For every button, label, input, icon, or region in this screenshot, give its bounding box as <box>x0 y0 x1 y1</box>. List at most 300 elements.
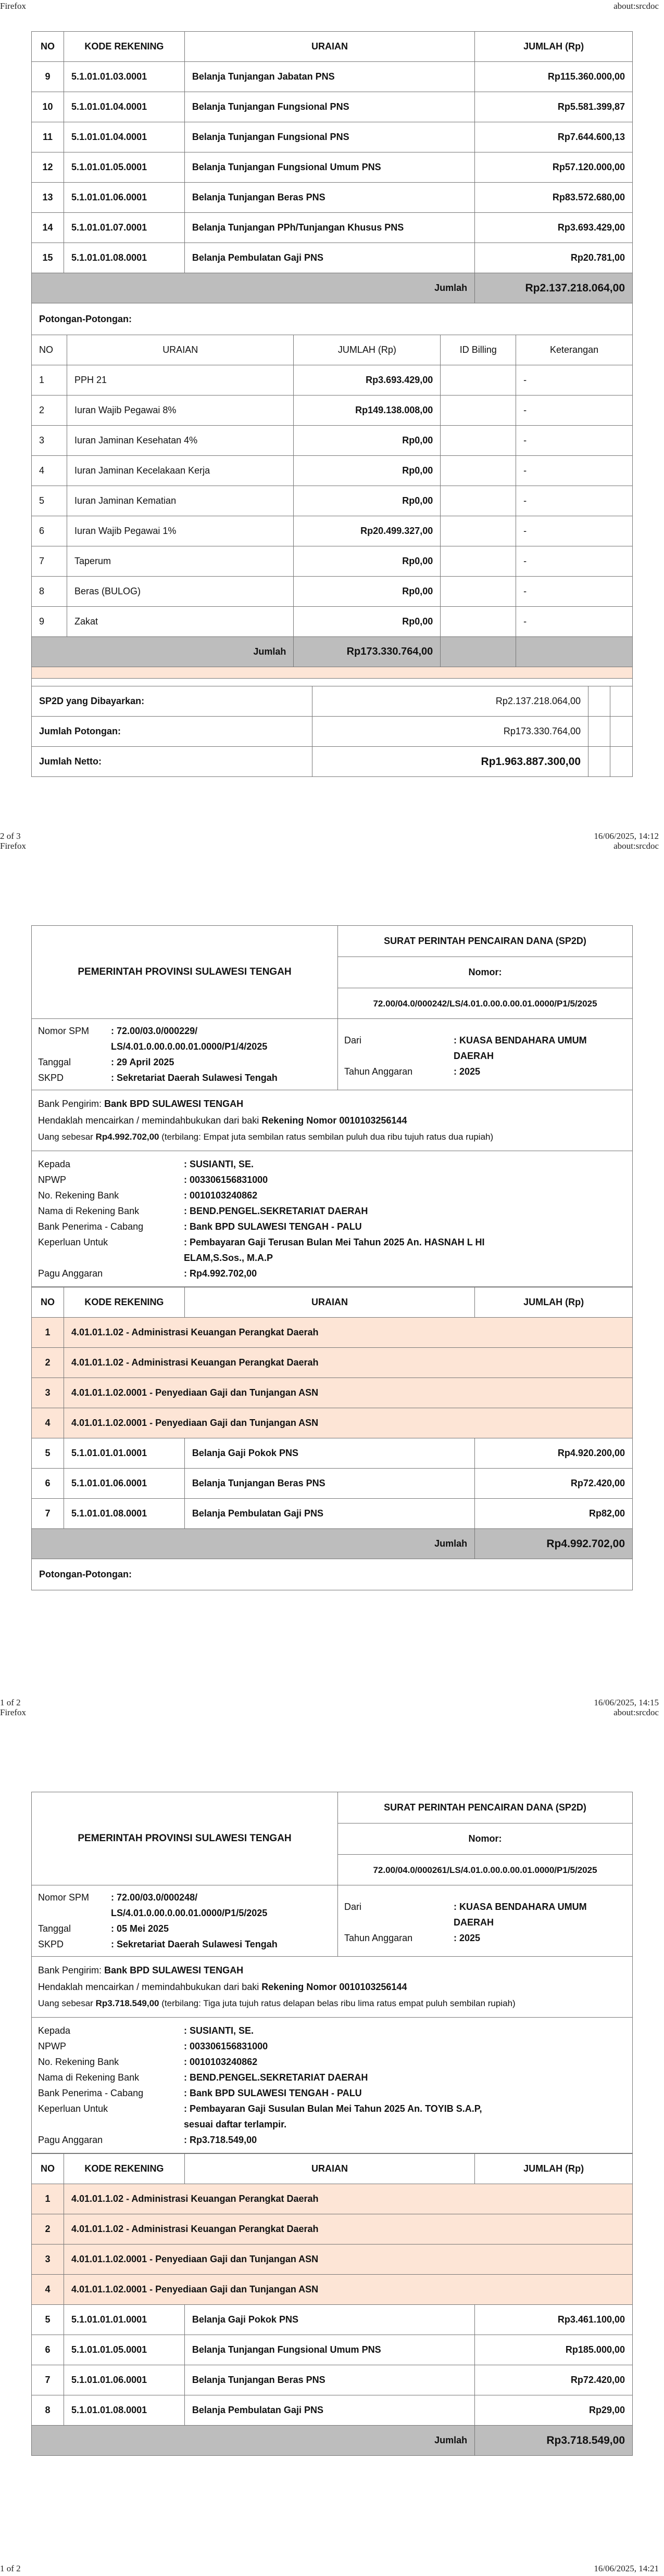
potongan-keterangan: - <box>516 426 633 456</box>
potongan-jumlah: Rp0,00 <box>294 426 441 456</box>
payee-row <box>38 2101 626 2116</box>
payee-row <box>38 1156 626 1172</box>
sp2d-header <box>31 1792 633 1885</box>
payee-block <box>31 1151 633 1287</box>
activity-group-row <box>32 2214 633 2245</box>
jumlah-row <box>32 2426 633 2456</box>
payee-key: Kepada <box>38 2025 71 2036</box>
group-no: 3 <box>32 1378 64 1408</box>
group-no: 2 <box>32 1348 64 1378</box>
row-jumlah: Rp185.000,00 <box>475 2335 633 2365</box>
ta-value: : 2025 <box>454 1066 481 1077</box>
summary-value: Rp2.137.218.064,00 <box>312 686 588 717</box>
row-no: 7 <box>32 1499 64 1529</box>
col-no: NO <box>32 32 64 62</box>
payee-key: Kepada <box>38 1159 71 1169</box>
nomor-label: Nomor: <box>338 957 632 988</box>
row-uraian: Belanja Tunjangan Beras PNS <box>184 183 474 213</box>
payee-value: : Pembayaran Gaji Susulan Bulan Mei Tahun 2025 An. TOYIB S.A.P, <box>184 2103 482 2114</box>
page-counter: 1 of 2 <box>0 1698 21 1707</box>
summary-table <box>31 686 633 777</box>
group-no: 4 <box>32 1408 64 1438</box>
ta-label: Tahun Anggaran <box>344 1066 413 1077</box>
dari-label: Dari <box>344 1902 362 1912</box>
table-row <box>32 183 633 213</box>
potongan-billing <box>441 516 516 546</box>
summary-blank <box>610 747 632 777</box>
table-row <box>32 1499 633 1529</box>
payee-row <box>38 2132 626 2148</box>
instruction-text: Hendaklah mencairkan / memindahbukukan dari baki <box>38 1982 259 1992</box>
row-jumlah: Rp83.572.680,00 <box>475 183 633 213</box>
col-no: NO <box>32 2154 64 2184</box>
row-no: 8 <box>32 2395 64 2426</box>
activity-group-row <box>32 1378 633 1408</box>
row-no: 12 <box>32 152 64 183</box>
group-no: 4 <box>32 2275 64 2305</box>
skpd-value: : Sekretariat Daerah Sulawesi Tengah <box>111 1073 278 1083</box>
group-text: 4.01.01.1.02 - Administrasi Keuangan Perangkat Daerah <box>64 2184 632 2214</box>
tanggal-label: Tanggal <box>38 1923 71 1934</box>
jumlah-label: Jumlah <box>32 2426 475 2456</box>
tanggal-value: : 29 April 2025 <box>111 1057 174 1067</box>
activity-group-row <box>32 1318 633 1348</box>
table-row <box>32 2335 633 2365</box>
potongan-col-uraian: URAIAN <box>67 335 293 365</box>
potongan-no: 8 <box>32 577 67 607</box>
table-row <box>32 62 633 92</box>
potongan-keterangan: - <box>516 607 633 637</box>
payee-row <box>38 2085 626 2101</box>
payee-value: : 0010103240862 <box>184 2057 258 2067</box>
tanggal-value: : 05 Mei 2025 <box>111 1923 169 1934</box>
payee-key: NPWP <box>38 2041 66 2051</box>
row-jumlah: Rp3.461.100,00 <box>475 2305 633 2335</box>
potongan-keterangan: - <box>516 577 633 607</box>
row-kode: 5.1.01.01.01.0001 <box>64 2305 184 2335</box>
activity-groups <box>32 1318 633 1438</box>
potongan-keterangan: - <box>516 546 633 577</box>
row-no: 6 <box>32 1469 64 1499</box>
rekening-rows <box>32 2305 633 2426</box>
col-kode: KODE REKENING <box>64 2154 184 2184</box>
group-no: 2 <box>32 2214 64 2245</box>
potongan-table <box>31 335 633 667</box>
spm-info <box>31 1019 633 1090</box>
spm-number: : 72.00/03.0/000229/ <box>111 1026 198 1036</box>
rekening-number: 0010103256144 <box>339 1115 407 1126</box>
row-no: 10 <box>32 92 64 122</box>
activity-group-row <box>32 1408 633 1438</box>
instruction-text: Hendaklah mencairkan / memindahbukukan dari baki <box>38 1115 259 1126</box>
row-jumlah: Rp72.420,00 <box>475 2365 633 2395</box>
row-jumlah: Rp20.781,00 <box>475 243 633 273</box>
bank-pengirim-label: Bank Pengirim: <box>38 1099 102 1109</box>
org-name: PEMERINTAH PROVINSI SULAWESI TENGAH <box>32 926 338 1018</box>
row-kode: 5.1.01.01.08.0001 <box>64 243 184 273</box>
bank-instruction <box>31 1090 633 1151</box>
row-uraian: Belanja Tunjangan PPh/Tunjangan Khusus PNS <box>184 213 474 243</box>
dari-label: Dari <box>344 1035 362 1045</box>
potongan-header-row <box>32 335 633 365</box>
payee-row <box>38 1234 626 1250</box>
payee-value: : Rp4.992.702,00 <box>184 1268 257 1279</box>
tanggal-label: Tanggal <box>38 1057 71 1067</box>
jumlah-row <box>32 273 633 303</box>
payee-row <box>38 2116 626 2132</box>
row-uraian: Belanja Pembulatan Gaji PNS <box>184 2395 474 2426</box>
potongan-col-keterangan: Keterangan <box>516 335 633 365</box>
doc-title: SURAT PERINTAH PENCAIRAN DANA (SP2D) <box>338 1792 632 1823</box>
payee-key: Nama di Rekening Bank <box>38 1206 140 1216</box>
potongan-no: 7 <box>32 546 67 577</box>
payee-row <box>38 1172 626 1188</box>
payee-key <box>38 1250 184 1266</box>
group-no: 3 <box>32 2245 64 2275</box>
sp2d-page <box>31 1792 633 2456</box>
payee-value: ELAM,S.Sos., M.A.P <box>184 1253 273 1263</box>
nomor-label: Nomor: <box>338 1823 632 1855</box>
col-uraian: URAIAN <box>184 1287 474 1318</box>
payee-key: Pagu Anggaran <box>38 1268 103 1279</box>
potongan-jumlah: Rp0,00 <box>294 456 441 486</box>
dari-value-cont: DAERAH <box>454 1051 494 1061</box>
potongan-uraian: Iuran Jaminan Kematian <box>67 486 293 516</box>
row-no: 5 <box>32 2305 64 2335</box>
payee-key: Pagu Anggaran <box>38 2135 103 2145</box>
payee-value: : Bank BPD SULAWESI TENGAH - PALU <box>184 2088 362 2098</box>
page-counter: 2 of 3 <box>0 831 21 841</box>
payee-value: : Pembayaran Gaji Terusan Bulan Mei Tahun 2025 An. HASNAH L HI <box>184 1237 485 1247</box>
jumlah-label: Jumlah <box>32 1529 475 1559</box>
ta-value: : 2025 <box>454 1933 481 1943</box>
payee-value: : SUSIANTI, SE. <box>184 2025 254 2036</box>
payee-row <box>38 1188 626 1203</box>
potongan-uraian: PPH 21 <box>67 365 293 396</box>
uang-label: Uang sebesar <box>38 1998 93 2008</box>
row-no: 11 <box>32 122 64 152</box>
skpd-value: : Sekretariat Daerah Sulawesi Tengah <box>111 1939 278 1949</box>
payee-value: : 003306156831000 <box>184 2041 268 2051</box>
browser-url: about:srcdoc <box>613 841 659 851</box>
payee-key: NPWP <box>38 1175 66 1185</box>
browser-url: about:srcdoc <box>613 1 659 11</box>
payee-key <box>38 2116 184 2132</box>
payee-value: : SUSIANTI, SE. <box>184 1159 254 1169</box>
ta-label: Tahun Anggaran <box>344 1933 413 1943</box>
browser-name: Firefox <box>0 1707 27 1717</box>
payee-key: No. Rekening Bank <box>38 1190 119 1201</box>
dari-value: : KUASA BENDAHARA UMUM <box>454 1035 587 1045</box>
potongan-no: 3 <box>32 426 67 456</box>
activity-group-row <box>32 2184 633 2214</box>
summary-row <box>32 717 633 747</box>
potongan-no: 6 <box>32 516 67 546</box>
row-kode: 5.1.01.01.04.0001 <box>64 122 184 152</box>
potongan-jumlah-row <box>32 637 633 667</box>
separator-band <box>31 667 633 679</box>
row-no: 7 <box>32 2365 64 2395</box>
row-uraian: Belanja Tunjangan Jabatan PNS <box>184 62 474 92</box>
row-kode: 5.1.01.01.06.0001 <box>64 1469 184 1499</box>
potongan-billing <box>441 365 516 396</box>
potongan-uraian: Beras (BULOG) <box>67 577 293 607</box>
bank-instruction <box>31 1957 633 2018</box>
summary-value: Rp1.963.887.300,00 <box>312 747 588 777</box>
payee-row <box>38 1219 626 1234</box>
activity-group-row <box>32 1348 633 1378</box>
payee-key: Bank Penerima - Cabang <box>38 2088 144 2098</box>
potongan-no: 5 <box>32 486 67 516</box>
potongan-billing <box>441 456 516 486</box>
rekening-label: Rekening Nomor <box>261 1115 337 1126</box>
potongan-jumlah: Rp0,00 <box>294 607 441 637</box>
group-no: 1 <box>32 2184 64 2214</box>
row-uraian: Belanja Tunjangan Fungsional PNS <box>184 122 474 152</box>
row-uraian: Belanja Gaji Pokok PNS <box>184 1438 474 1469</box>
row-no: 5 <box>32 1438 64 1469</box>
browser-url: about:srcdoc <box>613 1707 659 1717</box>
row-uraian: Belanja Pembulatan Gaji PNS <box>184 1499 474 1529</box>
col-kode: KODE REKENING <box>64 1287 184 1318</box>
row-jumlah: Rp5.581.399,87 <box>475 92 633 122</box>
uang-amount: Rp3.718.549,00 <box>95 1998 159 2008</box>
payee-value: : 0010103240862 <box>184 1190 258 1201</box>
row-uraian: Belanja Gaji Pokok PNS <box>184 2305 474 2335</box>
potongan-jumlah: Rp3.693.429,00 <box>294 365 441 396</box>
payee-key: Bank Penerima - Cabang <box>38 1221 144 1232</box>
potongan-keterangan: - <box>516 516 633 546</box>
payee-value: : BEND.PENGEL.SEKRETARIAT DAERAH <box>184 2072 368 2083</box>
sp2d-continuation-page <box>31 31 633 777</box>
row-kode: 5.1.01.01.05.0001 <box>64 2335 184 2365</box>
group-text: 4.01.01.1.02.0001 - Penyediaan Gaji dan Tunjangan ASN <box>64 1408 632 1438</box>
group-text: 4.01.01.1.02 - Administrasi Keuangan Perangkat Daerah <box>64 1348 632 1378</box>
payee-row <box>38 1203 626 1219</box>
col-uraian: URAIAN <box>184 32 474 62</box>
row-jumlah: Rp57.120.000,00 <box>475 152 633 183</box>
row-uraian: Belanja Tunjangan Fungsional PNS <box>184 92 474 122</box>
table-row <box>32 122 633 152</box>
sp2d-number: 72.00/04.0/000261/LS/4.01.0.00.0.00.01.0000/P1/5/2025 <box>373 1865 597 1875</box>
summary-label: SP2D yang Dibayarkan: <box>32 686 312 717</box>
payee-row <box>38 1250 626 1266</box>
bank-pengirim: Bank BPD SULAWESI TENGAH <box>104 1099 244 1109</box>
row-no: 13 <box>32 183 64 213</box>
col-jumlah: JUMLAH (Rp) <box>475 2154 633 2184</box>
potongan-row <box>32 456 633 486</box>
group-no: 1 <box>32 1318 64 1348</box>
summary-rows <box>32 686 633 777</box>
row-jumlah: Rp4.920.200,00 <box>475 1438 633 1469</box>
summary-row <box>32 686 633 717</box>
row-no: 6 <box>32 2335 64 2365</box>
potongan-billing <box>441 546 516 577</box>
terbilang: (terbilang: Empat juta sembilan ratus sembilan puluh dua ribu tujuh ratus dua rupiah) <box>161 1132 494 1142</box>
potongan-jumlah-label: Jumlah <box>32 637 294 667</box>
payee-value: : Rp3.718.549,00 <box>184 2135 257 2145</box>
print-timestamp: 16/06/2025, 14:12 <box>594 831 659 841</box>
table-row <box>32 2395 633 2426</box>
table-header-row <box>32 1287 633 1318</box>
payee-key: Keperluan Untuk <box>38 1237 108 1247</box>
summary-blank <box>610 686 632 717</box>
col-no: NO <box>32 1287 64 1318</box>
bank-pengirim-label: Bank Pengirim: <box>38 1965 102 1975</box>
sp2d-page <box>31 925 633 1590</box>
summary-value: Rp173.330.764,00 <box>312 717 588 747</box>
skpd-label: SKPD <box>38 1939 64 1949</box>
dari-value: : KUASA BENDAHARA UMUM <box>454 1902 587 1912</box>
potongan-jumlah: Rp149.138.008,00 <box>294 396 441 426</box>
uang-amount: Rp4.992.702,00 <box>95 1132 159 1142</box>
doc-title: SURAT PERINTAH PENCAIRAN DANA (SP2D) <box>338 926 632 957</box>
potongan-keterangan: - <box>516 456 633 486</box>
row-uraian: Belanja Tunjangan Beras PNS <box>184 1469 474 1499</box>
payee-row <box>38 1266 626 1281</box>
spm-number-cont: LS/4.01.0.00.0.00.01.0000/P1/4/2025 <box>111 1041 268 1052</box>
potongan-uraian: Iuran Jaminan Kecelakaan Kerja <box>67 456 293 486</box>
skpd-label: SKPD <box>38 1073 64 1083</box>
potongan-row <box>32 486 633 516</box>
rekening-table <box>31 1287 633 1559</box>
rekening-rows <box>32 1438 633 1529</box>
payee-value: sesuai daftar terlampir. <box>184 2119 287 2129</box>
potongan-keterangan: - <box>516 396 633 426</box>
print-timestamp: 16/06/2025, 14:21 <box>594 2564 659 2573</box>
row-kode: 5.1.01.01.05.0001 <box>64 152 184 183</box>
spm-number: : 72.00/03.0/000248/ <box>111 1892 198 1903</box>
potongan-row <box>32 577 633 607</box>
table-row <box>32 92 633 122</box>
row-jumlah: Rp3.693.429,00 <box>475 213 633 243</box>
spm-label: Nomor SPM <box>38 1026 90 1036</box>
payee-value: : 003306156831000 <box>184 1175 268 1185</box>
row-no: 14 <box>32 213 64 243</box>
row-jumlah: Rp7.644.600,13 <box>475 122 633 152</box>
potongan-col-jumlah: JUMLAH (Rp) <box>294 335 441 365</box>
activity-groups <box>32 2184 633 2305</box>
group-text: 4.01.01.1.02 - Administrasi Keuangan Perangkat Daerah <box>64 2214 632 2245</box>
potongan-uraian: Taperum <box>67 546 293 577</box>
row-kode: 5.1.01.01.07.0001 <box>64 213 184 243</box>
payee-block <box>31 2018 633 2153</box>
row-uraian: Belanja Tunjangan Beras PNS <box>184 2365 474 2395</box>
potongan-uraian: Iuran Wajib Pegawai 8% <box>67 396 293 426</box>
potongan-uraian: Iuran Wajib Pegawai 1% <box>67 516 293 546</box>
activity-group-row <box>32 2245 633 2275</box>
row-kode: 5.1.01.01.08.0001 <box>64 1499 184 1529</box>
row-kode: 5.1.01.01.06.0001 <box>64 2365 184 2395</box>
sp2d-number: 72.00/04.0/000242/LS/4.01.0.00.0.00.01.0000/P1/5/2025 <box>373 999 597 1009</box>
col-kode: KODE REKENING <box>64 32 184 62</box>
row-uraian: Belanja Tunjangan Fungsional Umum PNS <box>184 152 474 183</box>
table-header-row <box>32 2154 633 2184</box>
row-kode: 5.1.01.01.04.0001 <box>64 92 184 122</box>
potongan-jumlah: Rp0,00 <box>294 546 441 577</box>
row-jumlah: Rp82,00 <box>475 1499 633 1529</box>
table-header-row <box>32 32 633 62</box>
row-uraian: Belanja Pembulatan Gaji PNS <box>184 243 474 273</box>
spm-number-cont: LS/4.01.0.00.0.00.01.0000/P1/5/2025 <box>111 1908 268 1918</box>
potongan-col-billing: ID Billing <box>441 335 516 365</box>
rekening-rows <box>32 62 633 273</box>
payee-key: Nama di Rekening Bank <box>38 2072 140 2083</box>
summary-blank <box>588 747 610 777</box>
potongan-uraian: Iuran Jaminan Kesehatan 4% <box>67 426 293 456</box>
payee-row <box>38 2023 626 2038</box>
table-row <box>32 2365 633 2395</box>
group-text: 4.01.01.1.02.0001 - Penyediaan Gaji dan Tunjangan ASN <box>64 1378 632 1408</box>
col-uraian: URAIAN <box>184 2154 474 2184</box>
rekening-table <box>31 31 633 303</box>
jumlah-row <box>32 1529 633 1559</box>
group-text: 4.01.01.1.02.0001 - Penyediaan Gaji dan Tunjangan ASN <box>64 2275 632 2305</box>
potongan-billing <box>441 577 516 607</box>
summary-label: Jumlah Netto: <box>32 747 312 777</box>
table-row <box>32 243 633 273</box>
summary-blank <box>588 717 610 747</box>
potongan-row <box>32 365 633 396</box>
row-jumlah: Rp29,00 <box>475 2395 633 2426</box>
potongan-no: 4 <box>32 456 67 486</box>
col-jumlah: JUMLAH (Rp) <box>475 32 633 62</box>
summary-label: Jumlah Potongan: <box>32 717 312 747</box>
payee-row <box>38 2054 626 2070</box>
potongan-keterangan: - <box>516 365 633 396</box>
uang-label: Uang sebesar <box>38 1132 93 1142</box>
potongan-label: Potongan-Potongan: <box>31 1559 633 1590</box>
group-text: 4.01.01.1.02.0001 - Penyediaan Gaji dan Tunjangan ASN <box>64 2245 632 2275</box>
row-kode: 5.1.01.01.08.0001 <box>64 2395 184 2426</box>
potongan-row <box>32 607 633 637</box>
dari-value-cont: DAERAH <box>454 1917 494 1928</box>
spm-label: Nomor SPM <box>38 1892 90 1903</box>
summary-blank <box>588 686 610 717</box>
row-kode: 5.1.01.01.01.0001 <box>64 1438 184 1469</box>
row-no: 15 <box>32 243 64 273</box>
potongan-billing <box>441 486 516 516</box>
potongan-row <box>32 546 633 577</box>
group-text: 4.01.01.1.02 - Administrasi Keuangan Perangkat Daerah <box>64 1318 632 1348</box>
payee-value: : Bank BPD SULAWESI TENGAH - PALU <box>184 1221 362 1232</box>
potongan-billing <box>441 426 516 456</box>
rekening-table <box>31 2153 633 2456</box>
summary-blank <box>610 717 632 747</box>
potongan-billing <box>441 607 516 637</box>
row-uraian: Belanja Tunjangan Fungsional Umum PNS <box>184 2335 474 2365</box>
rekening-label: Rekening Nomor <box>261 1982 337 1992</box>
org-name: PEMERINTAH PROVINSI SULAWESI TENGAH <box>32 1792 338 1885</box>
potongan-billing <box>441 396 516 426</box>
jumlah-total: Rp3.718.549,00 <box>475 2426 633 2456</box>
jumlah-total: Rp4.992.702,00 <box>475 1529 633 1559</box>
browser-name: Firefox <box>0 841 27 851</box>
row-jumlah: Rp115.360.000,00 <box>475 62 633 92</box>
row-jumlah: Rp72.420,00 <box>475 1469 633 1499</box>
potongan-row <box>32 516 633 546</box>
page-counter: 1 of 2 <box>0 2564 21 2573</box>
potongan-col-no: NO <box>32 335 67 365</box>
potongan-jumlah: Rp0,00 <box>294 486 441 516</box>
row-kode: 5.1.01.01.06.0001 <box>64 183 184 213</box>
rekening-number: 0010103256144 <box>339 1982 407 1992</box>
summary-row <box>32 747 633 777</box>
jumlah-total: Rp2.137.218.064,00 <box>475 273 633 303</box>
potongan-jumlah-total: Rp173.330.764,00 <box>294 637 441 667</box>
spm-info <box>31 1885 633 1957</box>
jumlah-label: Jumlah <box>32 273 475 303</box>
